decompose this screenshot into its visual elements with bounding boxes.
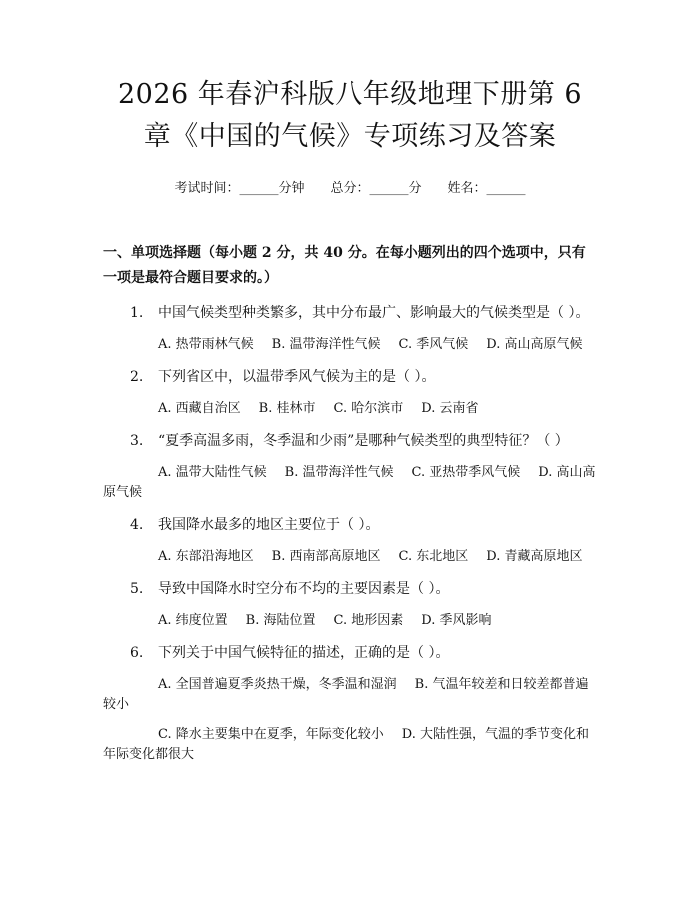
option-a: A. 温带大陆性气候: [158, 465, 267, 480]
option-line: [103, 547, 597, 567]
option-d: D. 大陆性强，气温的季节变化和年际变化都很大: [103, 727, 589, 762]
option-c: C. 亚热带季风气候: [411, 465, 521, 480]
option-line: [103, 611, 597, 631]
option-line: [103, 725, 597, 765]
question-text: 我国降水最多的地区主要位于（ ）。: [158, 517, 380, 533]
option-a: A. 西藏自治区: [158, 401, 241, 416]
option-d: D. 云南省: [421, 401, 479, 416]
option-c: C. 东北地区: [398, 549, 469, 564]
option-a: A. 全国普遍夏季炎热干燥，冬季温和湿润: [158, 677, 397, 692]
section-heading: 一、单项选择题（每小题 2 分，共 40 分。在每小题列出的四个选项中，只有一项是最符合题目要求的。）: [103, 245, 586, 286]
question-stem: [103, 515, 597, 535]
option-b: B. 海陆位置: [245, 613, 316, 628]
option-d: D. 高山高原气候: [103, 465, 596, 500]
option-b: B. 温带海洋性气候: [271, 337, 381, 352]
option-a: A. 热带雨林气候: [158, 337, 254, 352]
option-b: B. 温带海洋性气候: [284, 465, 394, 480]
question-number: 2.: [130, 369, 144, 385]
total-score-label: 总分：______分: [330, 181, 422, 196]
question-1: [103, 303, 597, 355]
option-line: [103, 463, 597, 503]
question-5: [103, 579, 597, 631]
option-c: C. 降水主要集中在夏季，年际变化较小: [158, 727, 384, 742]
exam-info: [103, 180, 597, 198]
option-b: B. 西南部高原地区: [271, 549, 381, 564]
question-text: 下列关于中国气候特征的描述，正确的是（ ）。: [158, 645, 450, 661]
option-d: D. 青藏高原地区: [486, 549, 583, 564]
question-6: [103, 643, 597, 765]
student-name-label: 姓名：______: [447, 181, 526, 196]
option-b: B. 桂林市: [258, 401, 316, 416]
question-number: 1.: [130, 305, 144, 321]
question-text: “夏季高温多雨，冬季温和少雨”是哪种气候类型的典型特征？（ ）: [158, 433, 569, 449]
option-line: [103, 675, 597, 715]
question-number: 3.: [130, 433, 144, 449]
question-2: [103, 367, 597, 419]
question-stem: [103, 579, 597, 599]
question-4: [103, 515, 597, 567]
option-c: C. 哈尔滨市: [333, 401, 404, 416]
document-title: 2026 年春沪科版八年级地理下册第 6 章《中国的气候》专项练习及答案: [117, 79, 583, 152]
question-stem: [103, 367, 597, 387]
exam-time-label: 考试时间：______分钟: [174, 181, 305, 196]
question-stem: [103, 431, 597, 451]
option-a: A. 纬度位置: [158, 613, 228, 628]
option-a: A. 东部沿海地区: [158, 549, 254, 564]
question-stem: [103, 303, 597, 323]
question-text: 中国气候类型种类繁多，其中分布最广、影响最大的气候类型是（ ）。: [158, 305, 590, 321]
question-number: 5.: [130, 581, 144, 597]
question-3: [103, 431, 597, 503]
question-text: 导致中国降水时空分布不均的主要因素是（ ）。: [158, 581, 450, 597]
question-number: 6.: [130, 645, 144, 661]
question-stem: [103, 643, 597, 663]
option-d: D. 季风影响: [421, 613, 492, 628]
option-line: [103, 399, 597, 419]
option-line: [103, 335, 597, 355]
option-c: C. 地形因素: [333, 613, 404, 628]
question-text: 下列省区中，以温带季风气候为主的是（ ）。: [158, 369, 436, 385]
option-d: D. 高山高原气候: [486, 337, 583, 352]
option-b: B. 气温年较差和日较差都普遍较小: [103, 677, 589, 712]
option-c: C. 季风气候: [398, 337, 469, 352]
question-number: 4.: [130, 517, 144, 533]
